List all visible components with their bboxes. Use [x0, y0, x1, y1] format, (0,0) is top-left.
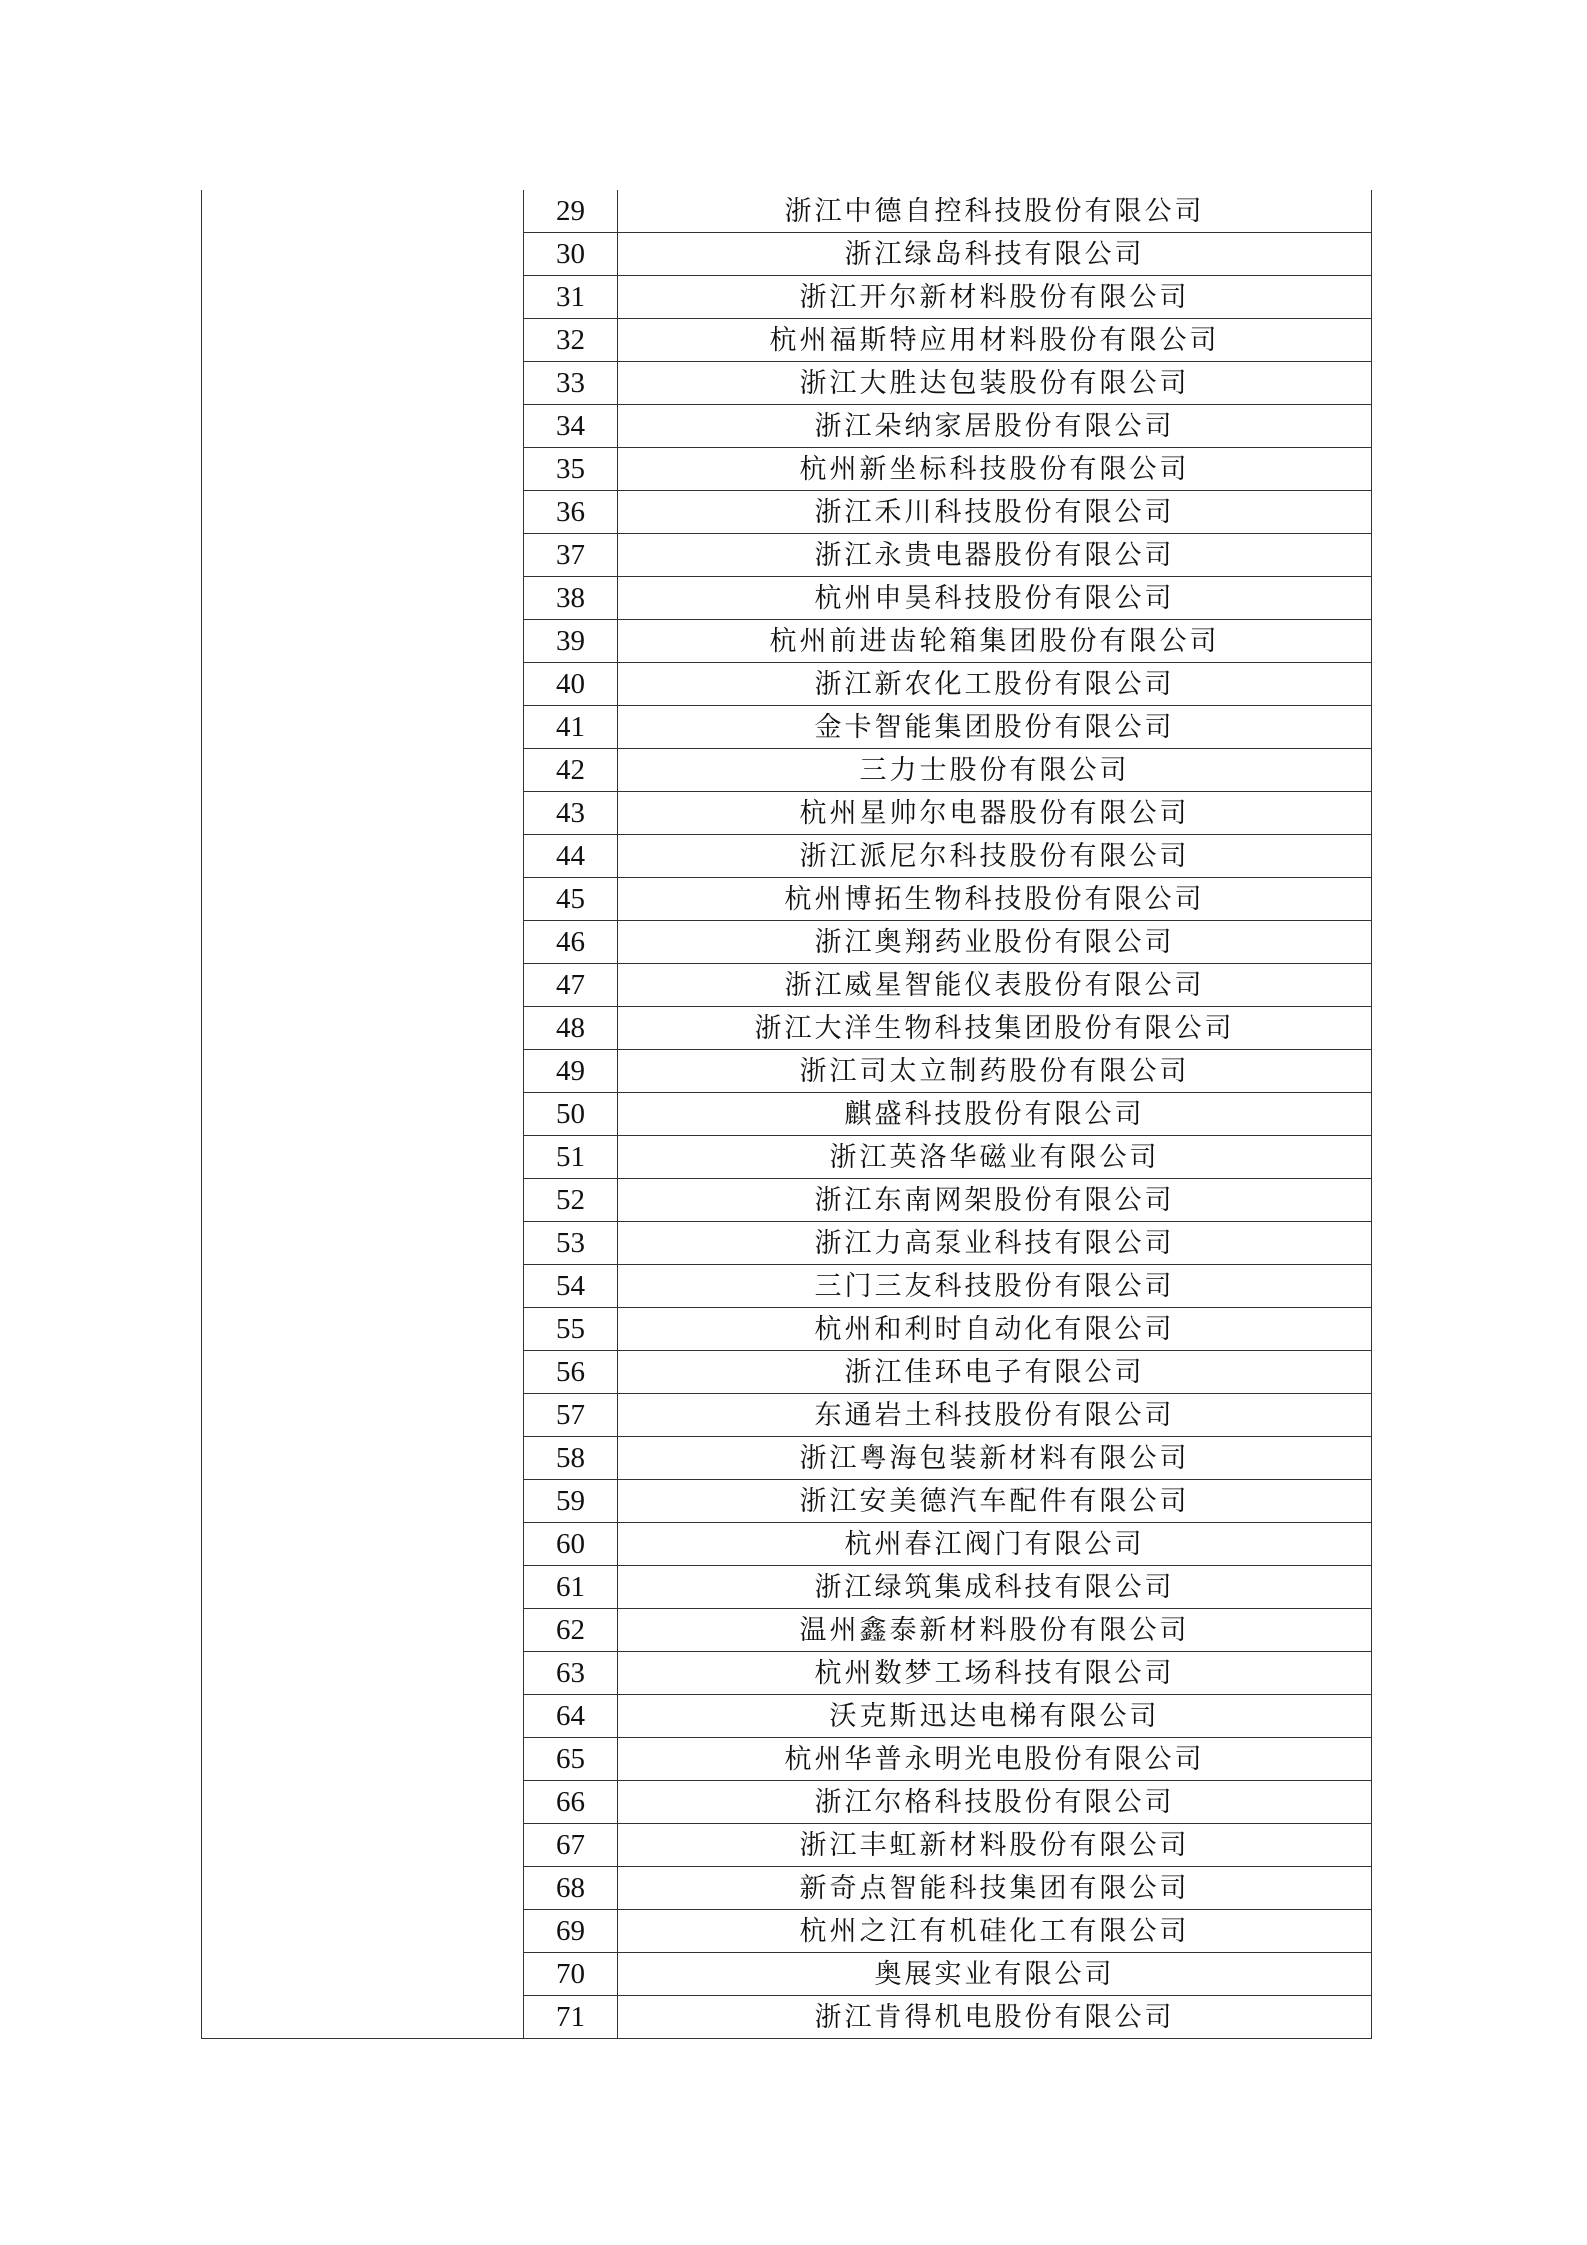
- row-number-cell: 30: [524, 233, 618, 276]
- row-number-cell: 41: [524, 706, 618, 749]
- row-number-cell: 48: [524, 1007, 618, 1050]
- company-name-cell: 浙江尔格科技股份有限公司: [618, 1781, 1372, 1824]
- row-number-cell: 43: [524, 792, 618, 835]
- row-number-cell: 44: [524, 835, 618, 878]
- row-number-cell: 71: [524, 1996, 618, 2039]
- row-number-cell: 31: [524, 276, 618, 319]
- company-name-cell: 浙江中德自控科技股份有限公司: [618, 190, 1372, 233]
- row-number-cell: 58: [524, 1437, 618, 1480]
- row-number-cell: 61: [524, 1566, 618, 1609]
- row-number-cell: 53: [524, 1222, 618, 1265]
- company-name-cell: 麒盛科技股份有限公司: [618, 1093, 1372, 1136]
- row-number-cell: 54: [524, 1265, 618, 1308]
- row-number-cell: 69: [524, 1910, 618, 1953]
- company-name-cell: 浙江禾川科技股份有限公司: [618, 491, 1372, 534]
- row-number-cell: 29: [524, 190, 618, 233]
- company-name-cell: 浙江丰虹新材料股份有限公司: [618, 1824, 1372, 1867]
- row-number-cell: 52: [524, 1179, 618, 1222]
- company-name-cell: 杭州前进齿轮箱集团股份有限公司: [618, 620, 1372, 663]
- company-name-cell: 奥展实业有限公司: [618, 1953, 1372, 1996]
- company-name-cell: 浙江新农化工股份有限公司: [618, 663, 1372, 706]
- company-name-cell: 杭州数梦工场科技有限公司: [618, 1652, 1372, 1695]
- company-name-cell: 浙江东南网架股份有限公司: [618, 1179, 1372, 1222]
- company-name-cell: 杭州之江有机硅化工有限公司: [618, 1910, 1372, 1953]
- category-cell: [202, 190, 524, 2039]
- row-number-cell: 47: [524, 964, 618, 1007]
- company-name-cell: 浙江奥翔药业股份有限公司: [618, 921, 1372, 964]
- row-number-cell: 67: [524, 1824, 618, 1867]
- company-name-cell: 温州鑫泰新材料股份有限公司: [618, 1609, 1372, 1652]
- company-name-cell: 杭州博拓生物科技股份有限公司: [618, 878, 1372, 921]
- row-number-cell: 57: [524, 1394, 618, 1437]
- row-number-cell: 40: [524, 663, 618, 706]
- row-number-cell: 38: [524, 577, 618, 620]
- company-name-cell: 浙江开尔新材料股份有限公司: [618, 276, 1372, 319]
- company-name-cell: 东通岩土科技股份有限公司: [618, 1394, 1372, 1437]
- company-name-cell: 沃克斯迅达电梯有限公司: [618, 1695, 1372, 1738]
- table-body: [202, 190, 1372, 2039]
- company-name-cell: 杭州星帅尔电器股份有限公司: [618, 792, 1372, 835]
- row-number-cell: 51: [524, 1136, 618, 1179]
- row-number-cell: 33: [524, 362, 618, 405]
- row-number-cell: 36: [524, 491, 618, 534]
- company-list-table: [201, 190, 1372, 2039]
- row-number-cell: 45: [524, 878, 618, 921]
- company-name-cell: 杭州和利时自动化有限公司: [618, 1308, 1372, 1351]
- row-number-cell: 35: [524, 448, 618, 491]
- row-number-cell: 34: [524, 405, 618, 448]
- company-name-cell: 浙江司太立制药股份有限公司: [618, 1050, 1372, 1093]
- row-number-cell: 60: [524, 1523, 618, 1566]
- company-name-cell: 杭州华普永明光电股份有限公司: [618, 1738, 1372, 1781]
- row-number-cell: 37: [524, 534, 618, 577]
- company-name-cell: 浙江佳环电子有限公司: [618, 1351, 1372, 1394]
- row-number-cell: 65: [524, 1738, 618, 1781]
- row-number-cell: 56: [524, 1351, 618, 1394]
- company-name-cell: 杭州新坐标科技股份有限公司: [618, 448, 1372, 491]
- table-row: [202, 190, 1372, 233]
- row-number-cell: 64: [524, 1695, 618, 1738]
- row-number-cell: 55: [524, 1308, 618, 1351]
- row-number-cell: 39: [524, 620, 618, 663]
- row-number-cell: 59: [524, 1480, 618, 1523]
- row-number-cell: 49: [524, 1050, 618, 1093]
- company-name-cell: 浙江派尼尔科技股份有限公司: [618, 835, 1372, 878]
- row-number-cell: 50: [524, 1093, 618, 1136]
- row-number-cell: 63: [524, 1652, 618, 1695]
- company-name-cell: 金卡智能集团股份有限公司: [618, 706, 1372, 749]
- company-name-cell: 三门三友科技股份有限公司: [618, 1265, 1372, 1308]
- company-name-cell: 三力士股份有限公司: [618, 749, 1372, 792]
- company-name-cell: 浙江力高泵业科技有限公司: [618, 1222, 1372, 1265]
- company-name-cell: 浙江永贵电器股份有限公司: [618, 534, 1372, 577]
- company-name-cell: 浙江大洋生物科技集团股份有限公司: [618, 1007, 1372, 1050]
- company-name-cell: 浙江肯得机电股份有限公司: [618, 1996, 1372, 2039]
- row-number-cell: 32: [524, 319, 618, 362]
- company-name-cell: 浙江绿岛科技有限公司: [618, 233, 1372, 276]
- company-name-cell: 杭州福斯特应用材料股份有限公司: [618, 319, 1372, 362]
- company-name-cell: 浙江英洛华磁业有限公司: [618, 1136, 1372, 1179]
- row-number-cell: 66: [524, 1781, 618, 1824]
- company-name-cell: 杭州申昊科技股份有限公司: [618, 577, 1372, 620]
- row-number-cell: 68: [524, 1867, 618, 1910]
- company-name-cell: 浙江绿筑集成科技有限公司: [618, 1566, 1372, 1609]
- company-name-cell: 浙江粤海包装新材料有限公司: [618, 1437, 1372, 1480]
- row-number-cell: 70: [524, 1953, 618, 1996]
- company-name-cell: 浙江威星智能仪表股份有限公司: [618, 964, 1372, 1007]
- row-number-cell: 46: [524, 921, 618, 964]
- company-name-cell: 浙江大胜达包装股份有限公司: [618, 362, 1372, 405]
- company-name-cell: 浙江安美德汽车配件有限公司: [618, 1480, 1372, 1523]
- company-name-cell: 新奇点智能科技集团有限公司: [618, 1867, 1372, 1910]
- row-number-cell: 42: [524, 749, 618, 792]
- company-name-cell: 浙江朵纳家居股份有限公司: [618, 405, 1372, 448]
- row-number-cell: 62: [524, 1609, 618, 1652]
- company-name-cell: 杭州春江阀门有限公司: [618, 1523, 1372, 1566]
